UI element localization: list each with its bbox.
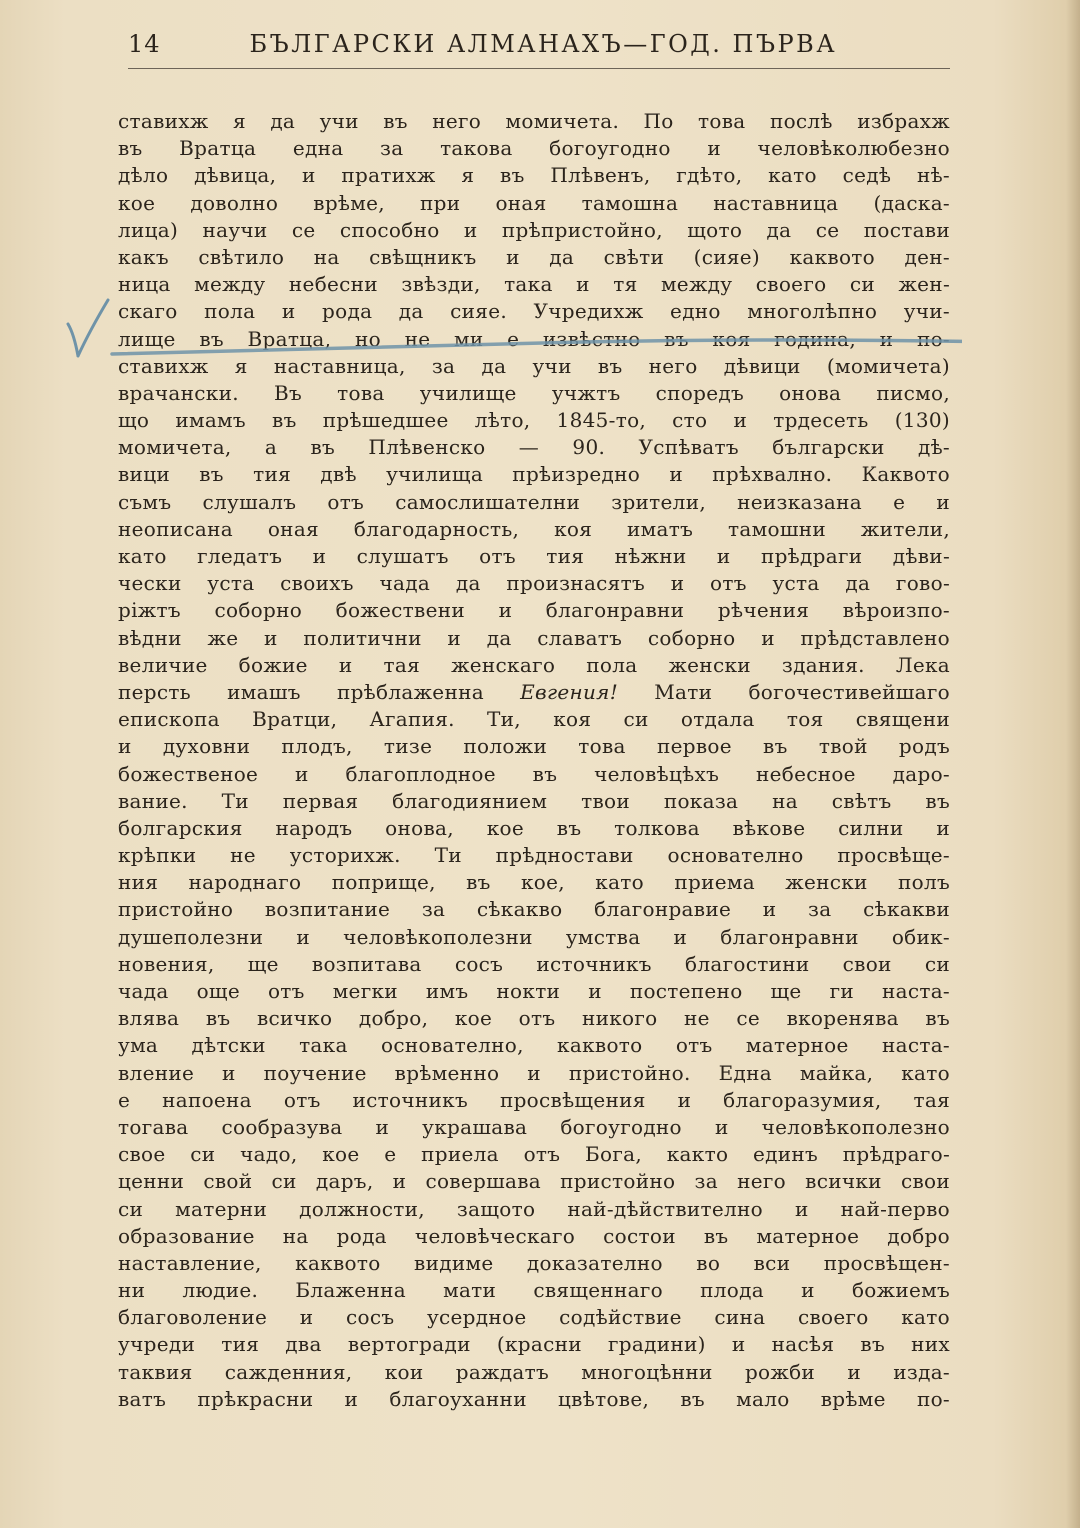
text-line: и духовни плодъ, тизе положи това первое въ твой родъ — [118, 734, 950, 759]
text-line: новения, ще возпитава сосъ источникъ благостини свои си — [118, 951, 950, 976]
text-line: неописана оная благодарность, коя иматъ тамошни жители, — [118, 516, 950, 541]
text-line: врачански. Въ това училище учжтъ споредъ онова писмо, — [118, 380, 950, 405]
text-line: рiжтъ соборно божествени и благонравни рѣчения вѣроизпо- — [118, 598, 950, 623]
text-line: вѣдни же и политични и да славатъ соборно и прѣдставлено — [118, 625, 950, 650]
text-line: вици въ тия двѣ училища прѣизредно и прѣхвално. Каквото — [118, 462, 950, 487]
text-line: епископа Вратци, Агапия. Ти, коя си отдала тоя священи — [118, 707, 950, 732]
text-line: като гледатъ и слушатъ отъ тия нѣжни и прѣдраги дѣви- — [118, 544, 950, 568]
text-line: си матерни должности, защото най-дѣйствително и най-перво — [118, 1196, 950, 1221]
pen-checkmark-annotation — [62, 290, 962, 400]
text-line: влява въ всичко добро, кое отъ никого не се вкоренява въ — [118, 1006, 950, 1031]
text-line: е напоена отъ источникъ просвѣщения и благоразумия, тая — [118, 1087, 950, 1112]
text-line: ума дѣтски така основателно, каквото отъ матерное наста- — [118, 1033, 950, 1058]
text-line: съмъ слушалъ отъ самослишателни зрители, неизказана е и — [118, 489, 950, 514]
text-line-with-italic — [118, 679, 950, 706]
text-line: вление и поучение врѣменно и пристойно. Една майка, като — [118, 1060, 950, 1085]
text-line: какъ свѣтило на свѣщникъ и да свѣти (сияе) каквото ден- — [118, 244, 950, 269]
line-start: персть имашъ прѣблаженна — [118, 679, 484, 704]
text-line: дѣло дѣвица, и пратихж я въ Плѣвенъ, гдѣто, като седѣ нѣ- — [118, 163, 950, 188]
text-line: въ Вратца една за такова богоугодно и человѣколюбезно — [118, 136, 950, 161]
page-edge-shadow — [1066, 0, 1080, 1528]
text-line: момичета, а въ Плѣвенско — 90. Успѣватъ български дѣ- — [118, 435, 950, 460]
text-line: чада още отъ мегки имъ нокти и постепено ще ги наста- — [118, 979, 950, 1003]
text-line: кое доволно врѣме, при оная тамошна наставница (даска- — [118, 190, 950, 215]
text-line: учреди тия два вертогради (красни градини) и насѣя въ них — [118, 1332, 950, 1357]
text-line: лица) научи се способно и прѣпристойно, щото да се постави — [118, 217, 950, 242]
text-line: лище въ Вратца, но не ми е извѣстно въ коя година, и по- — [118, 326, 950, 351]
text-line: благоволение и сосъ усердное содѣйствие сина своего като — [118, 1305, 950, 1330]
text-line: величие божие и тая женскаго пола женски здания. Лека — [118, 652, 950, 677]
text-line: пристойно возпитание за сѣкакво благонравие и за сѣкакви — [118, 897, 950, 922]
line-end: Мати богочестивейшаго — [654, 679, 950, 704]
page-number: 14 — [128, 30, 161, 58]
text-line: тогава сообразува и украшава богоугодно и человѣкополезно — [118, 1114, 950, 1139]
text-line: ставихж я да учи въ него момичета. По това послѣ избрахж — [118, 109, 950, 133]
text-line: душеполезни и человѣкополезни умства и благонравни обик- — [118, 924, 950, 949]
text-line: таквия сажденния, кои раждатъ многоцѣнни рожби и изда- — [118, 1359, 950, 1384]
italic-name: Евгения! — [520, 679, 619, 704]
underline-stroke — [112, 340, 962, 354]
text-line: чески уста своихъ чада да произнасятъ и отъ уста да гово- — [118, 571, 950, 596]
text-line: ния народнаго поприще, въ кое, като приема женски полъ — [118, 870, 950, 895]
text-line: образование на рода человѣческаго состои въ матерное добро — [118, 1223, 950, 1248]
text-line: ни людие. Блаженна мати священнаго плода и божиемъ — [118, 1278, 950, 1303]
text-line: ставихж я наставница, за да учи въ него дѣвици (момичета) — [118, 353, 950, 378]
text-line: свое си чадо, кое е приела отъ Бога, както единъ прѣдраго- — [118, 1142, 950, 1167]
text-line: вание. Ти первая благодиянием твои показа на свѣтъ въ — [118, 788, 950, 813]
text-line: що имамъ въ прѣшедшее лѣто, 1845-то, сто и трдесеть (130) — [118, 408, 950, 433]
page-header — [128, 24, 950, 69]
text-line: крѣпки не усторихж. Ти прѣдностави основателно просвѣще- — [118, 843, 950, 868]
running-title: БЪЛГАРСКИ АЛМАНАХЪ—ГОД. ПЪРВА — [249, 30, 837, 58]
text-line: ватъ прѣкрасни и благоуханни цвѣтове, въ мало врѣме по- — [118, 1386, 950, 1411]
text-line: наставление, каквото видиме доказателно во вси просвѣщен- — [118, 1250, 950, 1275]
text-line: болгарския народъ онова, кое въ толкова вѣкове силни и — [118, 815, 950, 840]
text-line: скаго пола и рода да сияе. Учредихж едно многолѣпно учи- — [118, 299, 950, 324]
text-line: ница между небесни звѣзди, така и тя между своего си жен- — [118, 272, 950, 297]
checkmark-stroke — [68, 300, 108, 356]
text-line: ценни свой си даръ, и совершава пристойно за него всички свои — [118, 1169, 950, 1194]
text-line: божественое и благоплодное въ человѣцѣхъ небесное даро- — [118, 761, 950, 786]
